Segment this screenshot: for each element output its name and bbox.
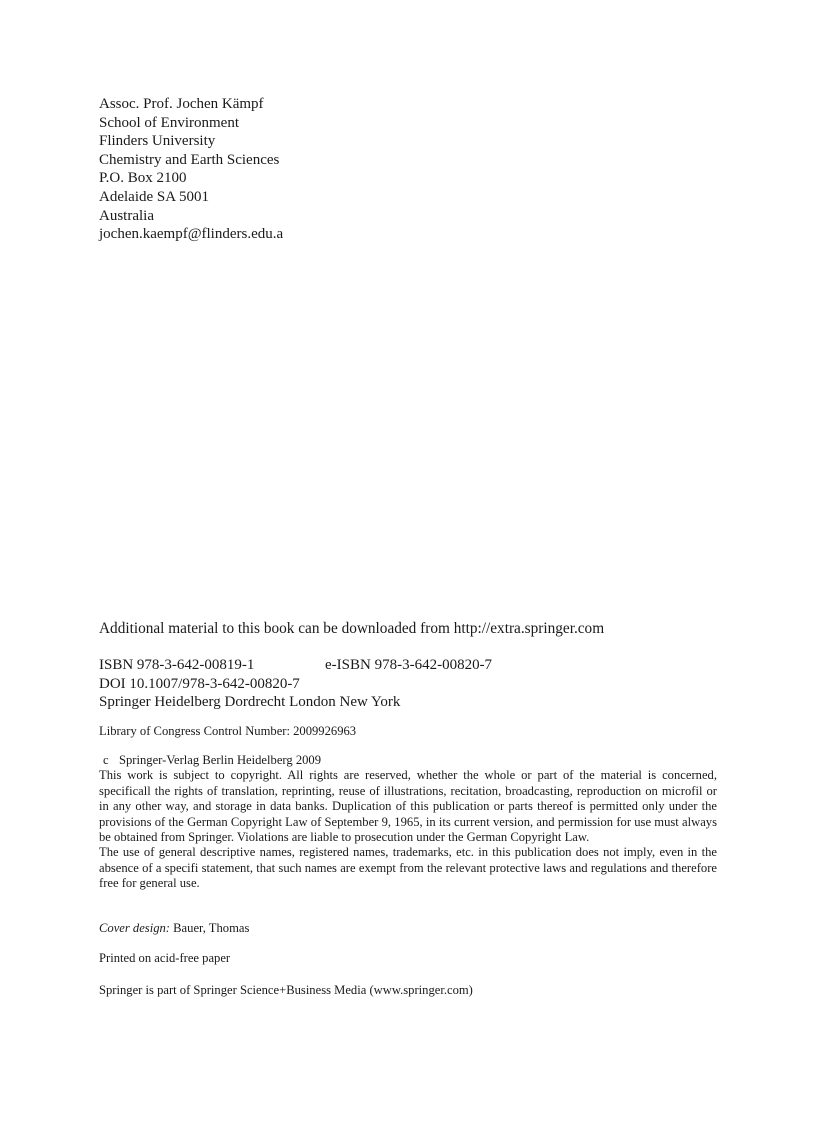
- author-school: School of Environment: [99, 114, 239, 131]
- publication-identifiers: [99, 656, 717, 712]
- copyright-icon: c: [103, 753, 109, 767]
- printed-note: Printed on acid-free paper: [99, 951, 231, 965]
- author-address: [99, 95, 283, 244]
- springer-part-note: Springer is part of Springer Science+Business Media (www.springer.com): [99, 983, 473, 997]
- copyright-notice: [99, 753, 717, 892]
- trademark-paragraph: The use of general descriptive names, registered names, trademarks, etc. in this publication does not imply, even in the absence of a specifi statement, that such names are exempt from the relevant protective laws and regulations and therefore free for general use.: [99, 845, 717, 891]
- author-city: Adelaide SA 5001: [99, 188, 209, 205]
- author-po-box: P.O. Box 2100: [99, 170, 187, 187]
- copyright-holder: Springer-Verlag Berlin Heidelberg 2009: [119, 753, 322, 767]
- copyright-paragraph: This work is subject to copyright. All rights are reserved, whether the whole or part of the material is concerned, specificall the rights of translation, reprinting, reuse of illustrations, recitation, broadcasting, reproduction on microfil or in any other way, and storage in data banks. Duplication of this publication or parts thereof is permitted only under the provisions of the German Copyright Law of September 9, 1965, in its current version, and permission for use must always be obtained from Springer. Violations are liable to prosecution under the German Copyright Law.: [99, 768, 717, 845]
- author-email[interactable]: jochen.kaempf@flinders.edu.a: [99, 226, 284, 243]
- cover-design-credit: [99, 921, 717, 936]
- author-name: Assoc. Prof. Jochen Kämpf: [99, 96, 264, 112]
- library-of-congress-number: Library of Congress Control Number: 2009926963: [99, 724, 357, 738]
- isbn: ISBN 978-3-642-00819-1: [99, 657, 255, 673]
- additional-material-note: Additional material to this book can be downloaded from http://extra.springer.com: [99, 620, 605, 637]
- author-country: Australia: [99, 207, 154, 224]
- author-department: Chemistry and Earth Sciences: [99, 151, 280, 168]
- cover-design-label: Cover design:: [99, 921, 170, 935]
- author-university: Flinders University: [99, 133, 216, 150]
- e-isbn: e-ISBN 978-3-642-00820-7: [325, 657, 493, 673]
- doi: DOI 10.1007/978-3-642-00820-7: [99, 675, 300, 692]
- cover-design-value: Bauer, Thomas: [173, 921, 250, 935]
- publisher-locations: Springer Heidelberg Dordrecht London New York: [99, 694, 401, 710]
- isbn-row: [99, 656, 717, 675]
- copyright-line: [99, 753, 717, 768]
